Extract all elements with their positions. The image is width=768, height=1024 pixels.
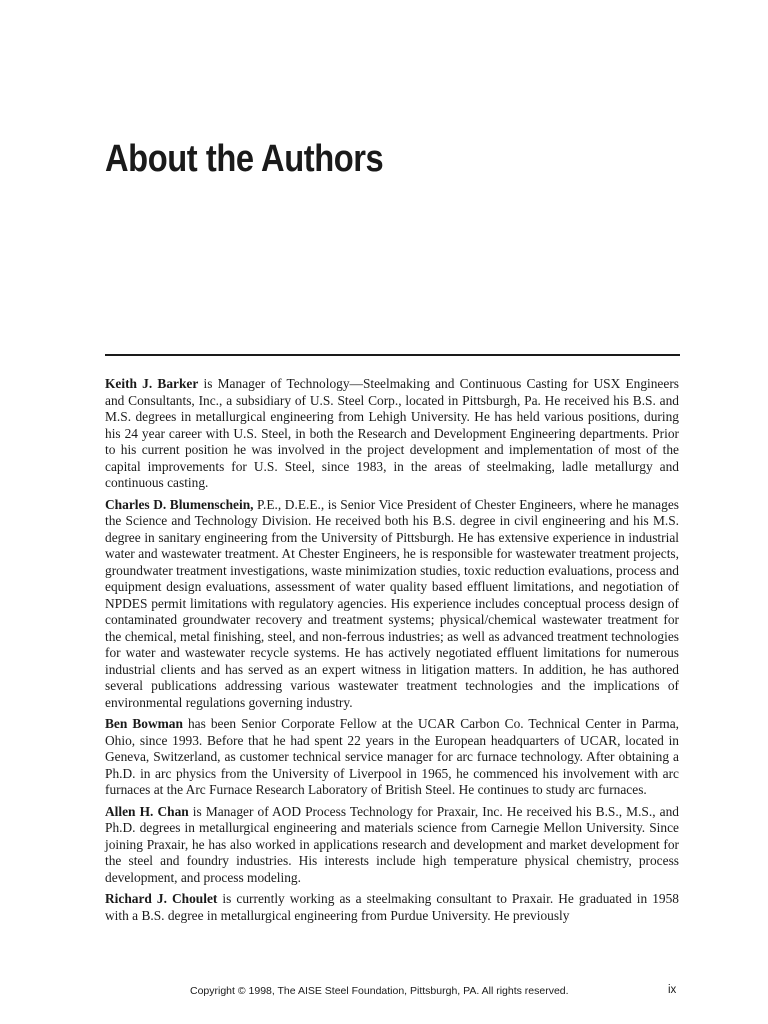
author-bio-text: is Manager of AOD Process Technology for Praxair, Inc. He received his B.S., M.S., and Ph.D. degrees in metallurgical engineering and materials science from Carnegie Mellon University. Since joining Praxair, he has also worked in applications research and development and market development for the steel and foundry industries. His interests include high temperature physical chemistry, process development, and process modeling. <box>105 803 679 885</box>
author-bio <box>105 497 679 712</box>
author-bio <box>105 804 679 887</box>
author-bio-text: P.E., D.E.E., is Senior Vice President of Chester Engineers, where he manages the Science and Technology Division. He received both his B.S. degree in civil engineering and his M.S. degree in sanitary engineering from the University of Pittsburgh. He has extensive experience in industrial water and wastewater treatment. At Chester Engineers, he is responsible for wastewater treatment projects, groundwater treatment investigations, waste minimization studies, toxic reduction evaluations, process and equipment design evaluations, assessment of water quality based effluent limitations, and negotiation of NPDES permit limitations with regulatory agencies. His experience includes conceptual process design of contaminated groundwater recovery and treatment systems; physical/chemical wastewater treatment for the chemical, metal finishing, steel, and non-ferrous industries; as well as advanced treatment technologies for water and wastewater recycle systems. He has actively negotiated effluent limitations for numerous industrial clients and has served as an expert witness in litigation matters. In addition, he has authored several publications addressing various wastewater treatment technologies and the implications of environmental regulations governing industry. <box>105 496 679 710</box>
author-bio <box>105 891 679 924</box>
author-bio-text: is currently working as a steelmaking consultant to Praxair. He graduated in 1958 with a B.S. degree in metallurgical engineering from Purdue University. He previously <box>105 891 679 923</box>
page-number: ix <box>668 984 677 996</box>
title-divider <box>105 354 680 356</box>
author-name: Richard J. Choulet <box>105 891 218 906</box>
copyright-footer: Copyright © 1998, The AISE Steel Foundation, Pittsburgh, PA. All rights reserved. <box>190 985 569 997</box>
author-name: Charles D. Blumenschein, <box>105 496 254 512</box>
author-bios <box>105 376 679 929</box>
author-name: Allen H. Chan <box>105 803 189 819</box>
author-bio <box>105 376 679 492</box>
author-bio-text: is Manager of Technology—Steelmaking and Continuous Casting for USX Engineers and Consultants, Inc., a subsidiary of U.S. Steel Corp., located in Pittsburgh, Pa. He received his B.S. and M.S. degrees in metallurgical engineering from Lehigh University. He has held various positions, during his 24 year career with U.S. Steel, in both the Research and Development Engineering departments. Prior to his current position he was involved in the project development and implementation of most of the capital improvements for U.S. Steel, since 1983, in the areas of steelmaking, ladle metallurgy and continuous casting. <box>105 376 679 490</box>
page-title: About the Authors <box>105 138 384 180</box>
author-name: Keith J. Barker <box>105 376 199 391</box>
author-name: Ben Bowman <box>105 716 183 731</box>
author-bio-text: has been Senior Corporate Fellow at the UCAR Carbon Co. Technical Center in Parma, Ohio, since 1993. Before that he had spent 22 years in the European headquarters of UCAR, located in Geneva, Switzerland, as customer technical service manager for arc furnace technology. After obtaining a Ph.D. in arc physics from the University of Liverpool in 1965, he commenced his involvement with arc furnaces at the Arc Furnace Research Laboratory of British Steel. He continues to study arc furnaces. <box>105 716 680 797</box>
author-bio <box>105 716 679 799</box>
